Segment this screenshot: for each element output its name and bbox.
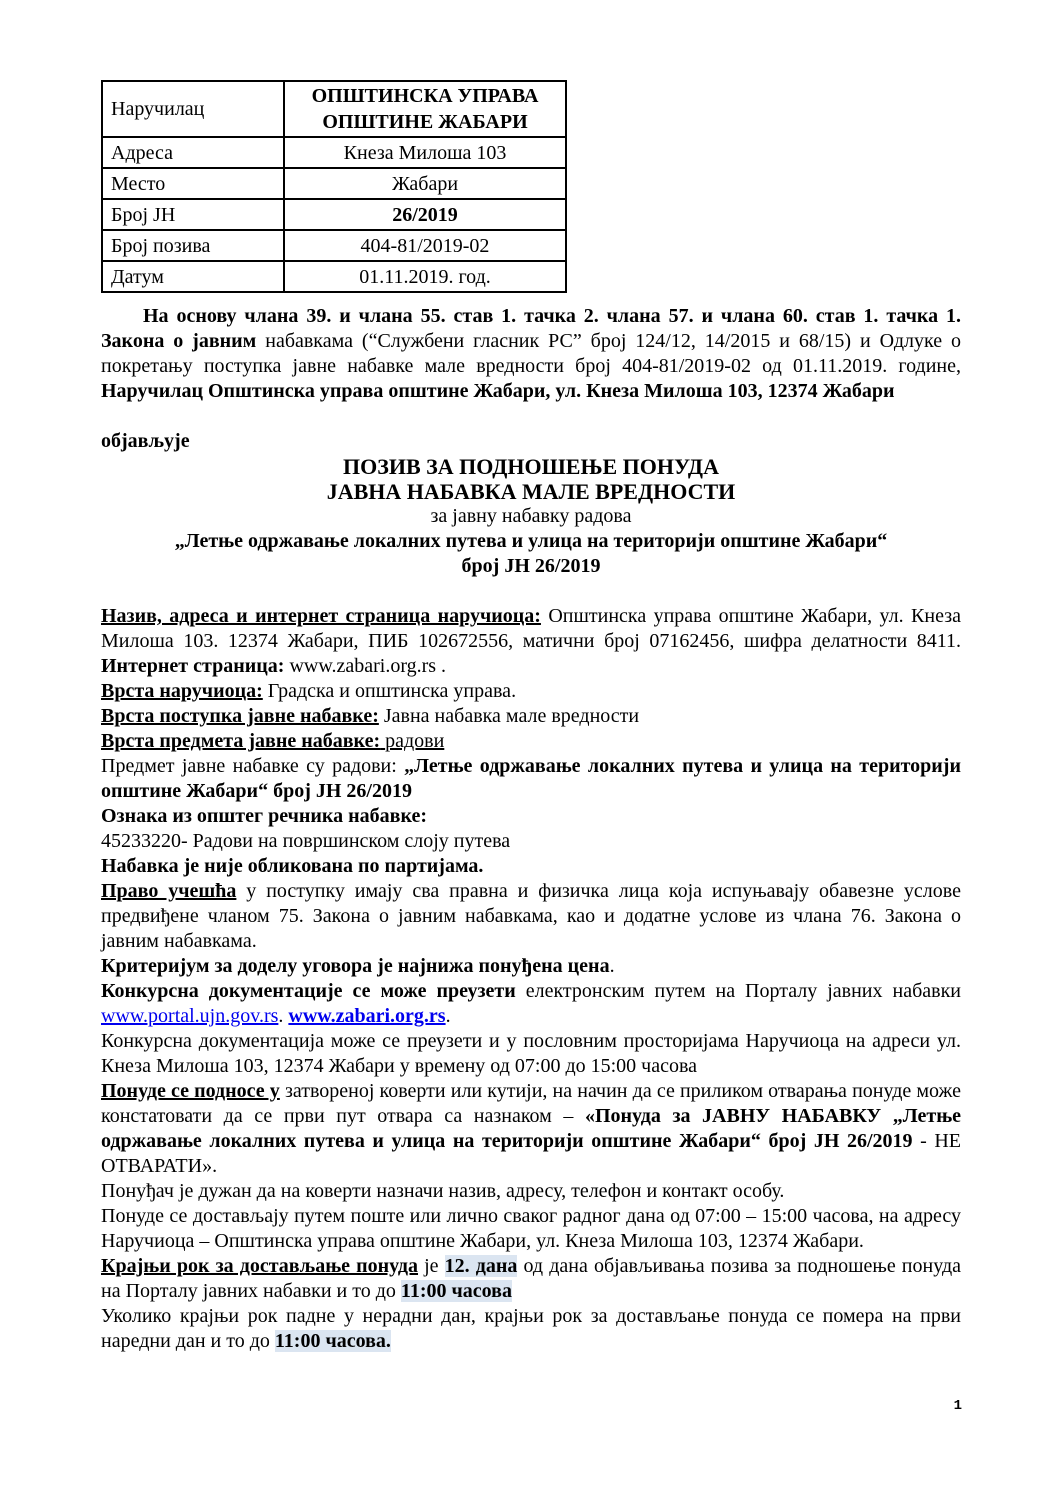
text-segment: Ознака из општег речника набавке: [101,805,428,827]
text-segment: у поступку имају сва правна и физичка лица која испуњавају обавезне услове предвиђене чланом 75. Закона о јавним набавкама, као и додатне услове из члана 76. Закона о јавним набавкама. [101,880,961,952]
text-segment: Врста наручиоца: [101,680,263,702]
text-segment: Конкурсна документације се може преузети [101,980,516,1002]
text-segment: „Летње одржавање локалних путева и улица на територији општине Жабари“ [174,530,888,552]
text-segment: Врста предмета јавне набавке: [101,730,381,752]
text-segment: број ЈН 26/2019 [461,555,601,577]
table-value-mesto: Жабари [284,168,566,199]
text-segment: Конкурсна документација може се преузети и у пословним просторијама Наручиоца на адреси ул. Кнеза Милоша 103, 12374 Жабари у времену од 07:00 до 15:00 часова [101,1030,961,1077]
text-segment: Набавка је није обликована по партијама. [101,855,484,877]
table-label-datum: Датум [102,261,284,292]
text-segment: Општинска управа општине Жабари, ул. Кнеза Милоша 103. 12374 Жабари, ПИБ 102672556, матични број 07162456, шифра делатности 8411. [101,605,961,652]
table-value-adresa: Кнеза Милоша 103 [284,137,566,168]
table-label-broj-poziva: Број позива [102,230,284,261]
para-title-line-1 [101,454,961,479]
para-vrsta-predmeta [101,729,961,754]
table-label-broj-jn: Број ЈН [102,199,284,230]
text-segment: од дана објављивања позива за подношење понуда на Порталу јавних набавки и то до [101,1255,962,1302]
para-naziv-adresa [101,604,961,679]
text-segment: Критеријум за доделу уговора је најнижа понуђена цена [101,955,610,977]
table-row [102,137,566,168]
table-label-adresa: Адреса [102,137,284,168]
procurement-info-table [101,80,567,293]
text-segment: објављује [101,430,190,452]
table-value-datum: 01.11.2019. год. [284,261,566,292]
para-vrsta-postupka [101,704,961,729]
text-segment: 45233220- Радови на површинском слоју путева [101,830,511,852]
text-segment: «Понуда за ЈАВНУ НАБАВКУ „Летње одржавање локалних путева и улица на територији општине Жабари“ број ЈН 26/2019 [101,1105,962,1152]
table-row [102,261,566,292]
table-value-narucilac: ОПШТИНСКА УПРАВА ОПШТИНЕ ЖАБАРИ [284,81,566,137]
para-ponude-podnosenje [101,1079,961,1179]
table-value-broj-jn: 26/2019 [284,199,566,230]
para-konkursna-preuzimanje [101,979,961,1029]
text-segment: Јавна набавка мале вредности [378,705,640,727]
text-segment: Интернет страница: [101,655,285,677]
text-segment: набавкама (“Службени гласник РС” број 124/12, 14/2015 и 68/15) и Одлуке о покретању поступка јавне набавке мале вредности број 404-81/2019-02 од 01.11.2019. године, [101,330,961,377]
text-segment: Врста поступка јавне набавке: [101,705,379,727]
text-segment: Предмет јавне набавке су радови: [101,755,405,777]
text-segment: Крајњи рок за достављање понуда [101,1255,419,1277]
text-segment: ЈАВНА НАБАВКА МАЛЕ ВРЕДНОСТИ [326,479,736,504]
text-segment: Наручилац Општинска управа општине Жабари, ул. Кнеза Милоша 103, 12374 Жабари [101,380,895,402]
table-row [102,168,566,199]
text-segment: је [418,1255,445,1277]
text-segment: . [445,1005,451,1027]
text-segment: Понуђач је дужан да на коверти назначи назив, адресу, телефон и контакт особу. [101,1180,785,1202]
text-segment: На основу члана 39. и члана 55. став 1. тачка 2. члана 57. и члана 60. став 1. тачка 1. Закона о јавним [101,305,961,352]
text-segment: Градска и општинска управа. [262,680,517,702]
text-segment: Понуде се подносе у [101,1080,280,1102]
para-pravo-ucesca [101,879,961,954]
text-segment: 11:00 часова [400,1280,512,1302]
para-title-line-5 [101,554,961,579]
link-www-portal-ujn-gov-rs[interactable]: www.portal.ujn.gov.rs [101,1005,279,1027]
text-segment: 12. дана [444,1255,518,1277]
para-kriterijum [101,954,961,979]
text-segment: ПОЗИВ ЗА ПОДНОШЕЊЕ ПОНУДА [343,454,719,479]
para-title-line-3 [101,504,961,529]
para-title-line-4 [101,529,961,554]
para-vrsta-narucioca [101,679,961,704]
table-label-narucilac: Наручилац [102,81,284,137]
text-segment: 11:00 часова. [274,1330,391,1352]
table-row [102,81,566,137]
para-dostavljanje [101,1204,961,1254]
text-segment: Уколико крајњи рок падне у нерадни дан, крајњи рок за достављање понуда се помера на први наредни дан и то до [101,1305,961,1352]
text-segment: електронским путем на Порталу јавних набавки [515,980,961,1002]
para-predmet [101,754,961,804]
para-konkursna-prostorije [101,1029,961,1079]
text-segment: радови [385,730,445,752]
table-value-broj-poziva: 404-81/2019-02 [284,230,566,261]
para-announce [101,429,961,454]
text-segment: за јавну набавку радова [430,505,632,527]
para-intro [101,304,961,404]
para-neradni-dan [101,1304,961,1354]
table-row [102,230,566,261]
text-segment: - НЕ ОТВАРАТИ». [101,1130,961,1177]
text-segment: Право учешћа [101,880,237,902]
page-number: 1 [953,1398,962,1414]
text-segment: „Летње одржавање локалних путева и улица на територији општине Жабари“ број ЈН 26/2019 [101,755,961,802]
para-koverta-oznaka [101,1179,961,1204]
text-segment: Назив, адреса и интернет страница наручиоца: [101,605,541,627]
table-label-mesto: Место [102,168,284,199]
document-body [101,304,961,1354]
para-title-line-2 [101,479,961,504]
link-www-zabari-org-rs[interactable]: www.zabari.org.rs [288,1005,446,1027]
text-segment: . [609,955,615,977]
text-segment: затвореној коверти или кутији, на начин да се приликом отварања понуде може констатовати да се први пут отвара са назнаком – [101,1080,961,1127]
para-partije [101,854,961,879]
page-content [101,80,961,1354]
text-segment: Понуде се достављају путем поште или лично сваког радног дана од 07:00 – 15:00 часова, на адресу Наручиоца – Општинска управа општине Жабари, ул. Кнеза Милоша 103, 12374 Жабари. [101,1205,961,1252]
para-krajnji-rok [101,1254,961,1304]
para-oznaka-recnika [101,804,961,829]
para-cpv-kod [101,829,961,854]
table-row [102,199,566,230]
text-segment: . [278,1005,289,1027]
text-segment: www.zabari.org.rs . [284,655,447,677]
